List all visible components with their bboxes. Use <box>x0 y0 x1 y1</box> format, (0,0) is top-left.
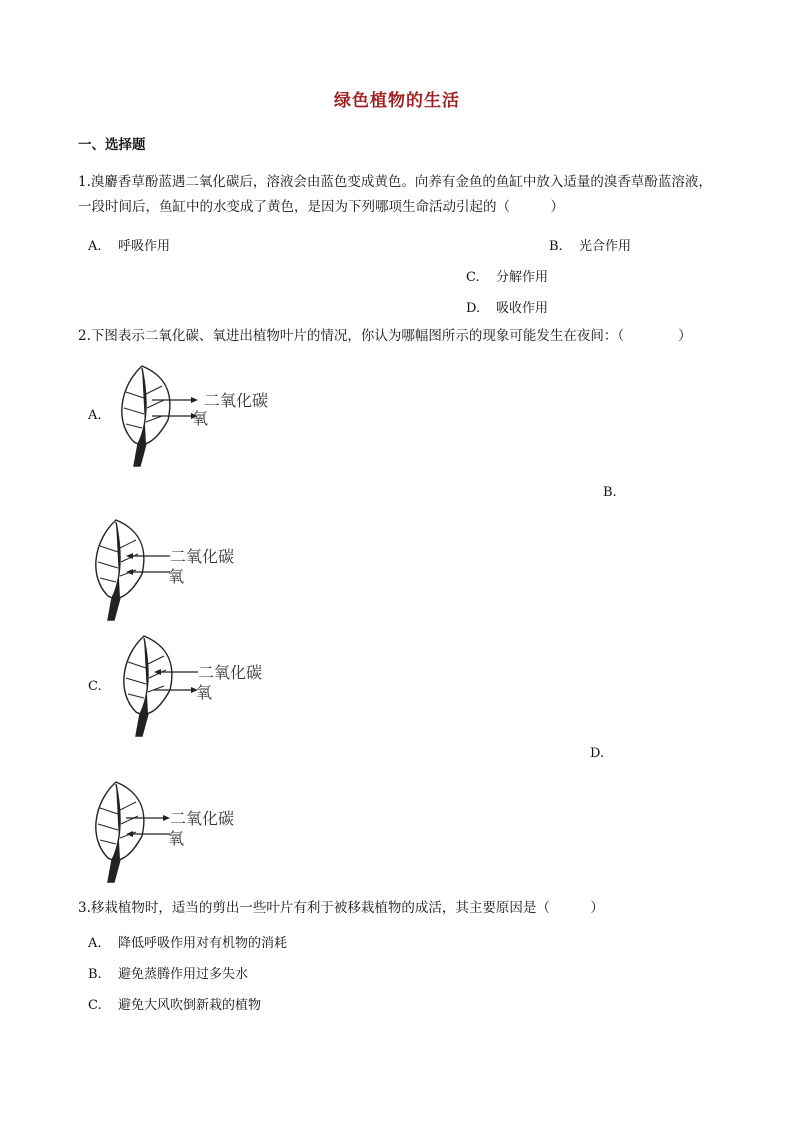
label-o2: 氧 <box>196 683 213 702</box>
q2-option-b-leaf-diagram[interactable] <box>86 516 276 626</box>
option-letter: A. <box>88 936 102 951</box>
option-text: 呼吸作用 <box>118 239 171 254</box>
q2-option-b-letter[interactable]: B. <box>603 485 617 500</box>
option-letter: B. <box>549 239 563 254</box>
q2-option-d-letter[interactable]: D. <box>590 746 605 761</box>
q1-option-b[interactable] <box>549 235 631 254</box>
question-3: 3.移栽植物时，适当的剪出一些叶片有利于被移栽植物的成活，其主要原因是（ ） <box>78 900 604 916</box>
q1-option-d[interactable] <box>466 297 548 316</box>
option-text: 降低呼吸作用对有机物的消耗 <box>118 936 288 951</box>
option-text: 吸收作用 <box>496 301 549 316</box>
section-heading: 一、选择题 <box>78 137 146 153</box>
option-text: 分解作用 <box>496 270 549 285</box>
option-letter: B. <box>88 967 102 982</box>
question-1-line2: 一段时间后，鱼缸中的水变成了黄色，是因为下列哪项生命活动引起的（ ） <box>78 199 564 215</box>
question-1 <box>78 170 738 220</box>
label-o2: 氧 <box>192 409 209 428</box>
q1-option-a[interactable] <box>88 235 170 254</box>
question-2: 2.下图表示二氧化碳、氧进出植物叶片的情况，你认为哪幅图所示的现象可能发生在夜间：（ ） <box>78 328 692 344</box>
q2-option-d-leaf-diagram[interactable] <box>86 778 276 888</box>
option-letter: A. <box>88 239 102 254</box>
arrow-co2-head <box>163 815 170 821</box>
q2-option-c-leaf-diagram[interactable] <box>114 632 304 742</box>
arrow-co2-head <box>191 397 198 403</box>
q3-option-b[interactable] <box>88 963 248 982</box>
question-1-line1: 1.溴麝香草酚蓝遇二氧化碳后，溶液会由蓝色变成黄色。向养有金鱼的鱼缸中放入适量的溴香草酚蓝溶液， <box>78 174 712 190</box>
option-text: 避免大风吹倒新栽的植物 <box>118 998 262 1013</box>
label-o2: 氧 <box>168 567 185 586</box>
label-co2: 二氧化碳 <box>204 391 269 410</box>
q2-option-a-leaf-diagram[interactable] <box>112 362 302 472</box>
q2-option-c-letter[interactable]: C. <box>88 679 102 694</box>
option-letter: C. <box>466 270 480 285</box>
option-text: 避免蒸腾作用过多失水 <box>118 967 249 982</box>
page-title: 绿色植物的生活 <box>334 91 460 111</box>
q1-option-c[interactable] <box>466 266 548 285</box>
q2-option-a-letter[interactable]: A. <box>88 408 102 423</box>
label-co2: 二氧化碳 <box>170 547 235 566</box>
label-o2: 氧 <box>168 829 185 848</box>
option-text: 光合作用 <box>579 239 632 254</box>
label-co2: 二氧化碳 <box>198 663 263 682</box>
option-letter: C. <box>88 998 102 1013</box>
option-letter: D. <box>466 301 481 316</box>
q3-option-a[interactable] <box>88 932 287 951</box>
label-co2: 二氧化碳 <box>170 809 235 828</box>
q3-option-c[interactable] <box>88 994 261 1013</box>
